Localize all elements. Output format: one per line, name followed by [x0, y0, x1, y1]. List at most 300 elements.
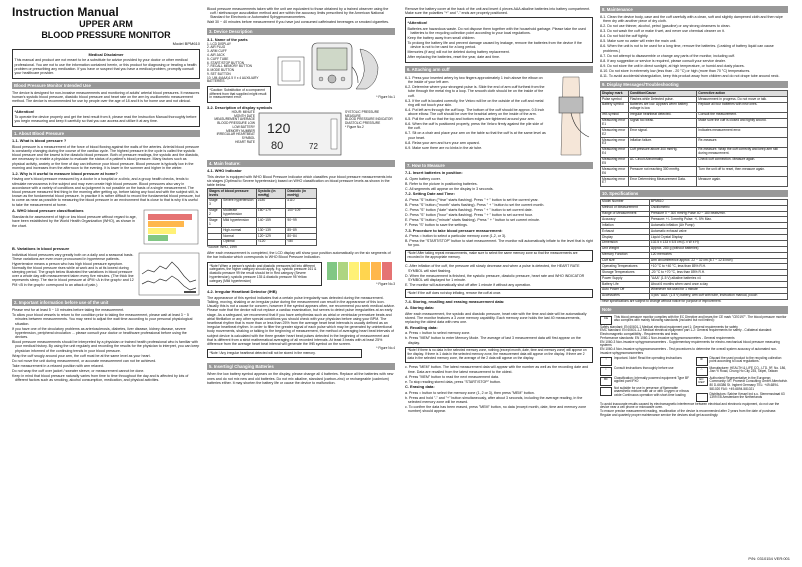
spec-key: Dimension: [601, 240, 650, 246]
maint-item: 8-9. Do not store the unit in direct sunlight, at high temperature, or humid and dusty places.: [600, 63, 745, 68]
disp-head: Corrective action: [697, 91, 788, 97]
spec-key: Storage Temperatures: [601, 270, 650, 276]
device-illustration: [274, 37, 392, 95]
storing-text: After each measurement, the systolic and diastolic pressure, heart rate with the time and date will be automatically stored. The monitor features a 3 zone memory capability. Each memory zone holds the last 40 measurements, replacing the oldest data with new one.: [405, 311, 587, 325]
disp-cell: Irregular heartbeat detected.: [628, 112, 696, 118]
who-cell: <120: [256, 239, 286, 245]
manual-subtitle-2: BLOOD PRESSURE MONITOR: [41, 30, 171, 40]
symbol-desc: Manufacturer: HEALTH & LIFE CO., LTD. 9F, No. 186, Jian Yi Road, Chung Ho City 235, Taipei, Taiwan: [709, 365, 787, 374]
recycle-icon: ♻: [696, 357, 708, 366]
symbol-desc: Authorized Representative in the European Community: MT Promedt Consulting GmbH Altenhofstr. 80 D-66386 St. Ingbert Germany TEL: +49-6894-581020 FAX: +49-6894-581021: [709, 375, 788, 391]
irreg-title: 4-2. Irregular Heartbeat Detector (IHB): [207, 288, 277, 294]
erase-item: a. Press = button to select the memory zone (1, 2 or 3), then press "MEM" button.: [405, 390, 535, 395]
section-about-bp: 1. About Blood Pressure: [12, 130, 200, 137]
weee-text: To avoid inaccurate results caused by electromagnetic interference between electrical and electronic equipment, do not use the device near a cell phone or microwave oven.: [600, 401, 780, 410]
symbol-desc: Not suitable for use in presence of flammable anaesthetic mixture with air or with Oxygen or nitrous oxide Continuous operation with short-time loading: [614, 385, 689, 398]
spec-val: Oscillometric: [649, 205, 787, 211]
bf-type-icon: BF: [600, 377, 612, 386]
s72-item: C. Press "S" button ("date" starts flashing). Press " + " button to set current date.: [405, 207, 533, 212]
maint-item: 8-1. Clean the device body, case and the cuff carefully with a clean, soft and slightly dampened cloth and then wipe them dry with another piece of dry cloth.: [600, 15, 783, 24]
who-indicator-text: This device is equipped with WHO Blood Pressure Indicator which classifies your blood pressure measurements into six stages (Optimal to Severe hypertension) based on WHO classification on blood pressure levels as shown in the table below.: [207, 174, 393, 187]
spec-key: Model Number: [601, 199, 650, 205]
erase-item: b. Press and hold "-" and "+" button simultaneously, after about 3 seconds, including the average reading, in the selected memory zone will be erased.: [405, 395, 583, 405]
who-a-title: A. WHO blood pressure classifications: [12, 208, 84, 214]
figure4-caption: * Figure No.4: [376, 346, 395, 351]
s11-title: 1-1. What is blood pressure ?: [12, 138, 67, 144]
important-item: Please rest for at least 5 ~ 10 minutes before taking the measurement.: [12, 308, 125, 313]
disclaimer-title: Medical Disclaimer: [88, 51, 124, 57]
spec-val: Pressure 0 ~ 300 mmHg Pulse 40 ~ 180 beats/min.: [649, 211, 787, 217]
table-row: [601, 118, 788, 128]
spec-val: Whenever not used for 1 minute: [649, 287, 787, 293]
svg-text:72: 72: [309, 141, 318, 151]
symbol-desc: Important. Note! Read the operating instructions: [614, 355, 682, 360]
symbol-desc: Discard the used product to the recycling collection point according to local regulations.: [709, 355, 782, 364]
important-item: Do not move the unit during measurement, or accurate measurement can not be achieved.: [12, 358, 157, 363]
manual-title: Instruction Manual: [12, 5, 119, 19]
cuff-step: 6-4. Put left arm through the cuff loop. The bottom of the cuff should be approx. 0.5 inch above elbow. The cuff should be over the brachial artery on the inside of the arm.: [405, 107, 545, 117]
info-icon: i: [600, 367, 612, 376]
symbol-label: MEASURE: [345, 113, 361, 118]
battery-attention-title: *Attention!: [407, 20, 428, 26]
disp-cell: Signal too weak.: [628, 118, 696, 128]
cuff-step: 6-2. Determine where your strongest pulse is. Slide the end of arm cuff furthest from the tube through the metal ring to a loop. The smooth cloth should be on the inside of the cuff.: [405, 85, 545, 98]
who-table-head: Systolic (in mmHg): [256, 189, 286, 199]
part-item: 1. LCD DISPLAY: [207, 41, 232, 46]
disp-cell: Flashes while Detected pulse.: [628, 97, 696, 103]
section-device-description: 3. Device Description: [207, 28, 395, 35]
part-item: 4. AIR JACK: [207, 53, 225, 57]
spec-table: [600, 199, 788, 300]
spec-val: Approx. 280 g (without batteries): [649, 246, 787, 252]
cuff-step: 6-1. Press your inserted artery by two fingers approximately 1 inch above the elbow on the inside of your left arm.: [405, 75, 543, 85]
disp-cell: Pressure not reaching 300 mmHg.: [628, 167, 696, 177]
svg-text:80: 80: [271, 139, 284, 152]
intended-use-text: The device is designed for non-invasive measurements and monitoring of adults' arterial blood pressures. It measures human's systolic blood pressure, diastolic blood pressure and heart rate on the arm by oscillometric measurement method. The device is recommended for use by people over the age of 18 and it is for home use and not clinical.: [12, 90, 200, 104]
erase-item: c. To confirm the data has been erased, press "MEM" button, no data (except month, date, time and memory zone number) should appear.: [405, 405, 587, 414]
disp-cell: Replace all four batteries with new ones.: [697, 102, 788, 112]
part-item: 10. UM-4(AAA)1.5 V x 4 AUXILIARY BATTERIES: [207, 75, 259, 84]
parts-block: [207, 37, 395, 105]
symbol-label: DIASTOLIC PRESSURE: [345, 121, 381, 126]
maint-item: 8-4. Do not fold the cuff tightly.: [600, 34, 649, 39]
disp-cell: Error signal.: [628, 128, 696, 138]
spec-key: Display: [601, 235, 650, 241]
disp-cell: Re-measure. Wrap the cuff correctly and keep arm still during measurement.: [697, 147, 788, 157]
section-note: Note: [600, 306, 788, 313]
remove-cover-text: Remove the battery cover at the back of the unit and insert 4 pieces AAA alkaline batteries into battery compartment. Make sure the polarities "+" and "-" ends are properly positioned.: [405, 7, 591, 16]
symbol-label: HOUR: MINUTE: [231, 109, 255, 114]
section-display-messages: 9. Display Messages/Troubleshooting: [600, 81, 788, 88]
s71-item: B. Refer to the picture in positioning batteries.: [405, 181, 478, 186]
symbol-label: MEMORY NUMBER: [226, 128, 255, 133]
maint-item: 8-7. Do not attempt to disassemble or change any parts of the monitor, including cuff.: [600, 53, 736, 58]
attention-box: [12, 106, 200, 128]
spec-key: Auto Power Off: [601, 287, 650, 293]
important-item: Take measurement in a relaxed position with arm relaxed.: [12, 363, 104, 368]
column-2: [207, 6, 395, 386]
disp-cell: Make sure the cuff is closed and tightly wound.: [697, 118, 788, 128]
important-item: Do not wrap the cuff over jacket / sweater sleeve, or measurement cannot be done.: [12, 368, 145, 373]
who-cell: Normal: [222, 234, 257, 240]
who-cell: Optimal: [222, 239, 257, 245]
s72-item: E. Press "S" button ("minute" starts flashing). Press " + " button to set current minute.: [405, 217, 540, 222]
recall-note: *Note! If there is no data in the selected memory zone, nothing (except month, date, time and memory zone) will appear on the display. If there is 1 data in the selected memory zone, the measurement data will appear on the display. If there are 2 data in the selected memory zone, the average of the 2 data will appear on the display.: [405, 347, 593, 364]
who-cell: 120~129: [256, 234, 286, 240]
recall-more: e. To stop reading stored data, press "START/STOP" button.: [405, 379, 501, 384]
who-a-text: Standards for assessment of high or low blood pressure without regard to age, have been established by the World Health Organization (WHO), as shown in the chart.: [12, 215, 137, 228]
cuff-step: 6-7. Sit on a chair and place your arm on the table so that the cuff is at the same level as your heart.: [405, 131, 546, 140]
spec-key: Cuff size: [601, 258, 650, 264]
top-item: Wait 30 ~ 40 minutes before measurement if you have just consumed caffeinated beverages or smoked cigarettes.: [207, 20, 390, 25]
maint-item: 8-10. Do not store in extremely low (less than - 20 °C) or high (more than 70 °C) temperatures.: [600, 68, 751, 73]
cuff-step: 6-3. If the cuff is located correctly, the Velcro will be on the outside of the cuff and metal ring will not touch your skin.: [405, 98, 544, 107]
s73-title: 7-3. Procedure to take blood pressure measurement:: [405, 227, 503, 233]
disp-cell: Consult the measurement.: [697, 112, 788, 118]
section-main-feature: 4. Main feature:: [207, 160, 395, 167]
inflation-note: *Note! If the cuff does not stop inflating, remove the cuff at once.: [405, 289, 593, 298]
s72-title: 7-2. Setting Date and Time:: [405, 191, 455, 197]
section-arm-cuff: 6. Attaching arm cuff: [405, 66, 593, 73]
who-after-text: After each measurement is completed, the LCD display will show your position automatically on the six segments of the bar indicator which corresponds to WHO Blood Pressure Indication.: [207, 250, 391, 259]
table-row: [601, 138, 788, 148]
symbols-title: 3-2. Description of display symbols: [207, 105, 273, 111]
who-note: *Note! When a person's systolic and diastolic pressures fall into different categories, the higher category should apply. e.g. systolic pressure 161 & diastolic pressure 99 the result should be in Red category (Severe hypertension); systolic pressure 135 & diastolic pressure 95 Yellow category (Mild hypertension): [207, 262, 322, 286]
standard-line: EN 1060-3 Non-invasive sphygmomanometers - Supplementary requirements for electro-mechanical blood pressure measuring systems: [600, 339, 780, 348]
recall-more: d. Press "MEM" button to read the next measurement data.: [405, 374, 500, 379]
figure2-caption: * Figure No.2: [345, 124, 364, 129]
daily-variation-graph: [138, 252, 200, 296]
symbol-desc: Distributors: Sabine Kessel ind s.u. Siemensstraat 63 1399 EB Amsterdam the Netherlands: [709, 391, 785, 400]
parts-title: 3-1. Name of the parts: [207, 37, 248, 43]
spec-val: Pressure: +/- 3 mmHg Pulse: +/- 5% Max.: [649, 217, 787, 223]
ce-row: [600, 316, 788, 325]
s12-text: Having one's blood pressure measured by a doctor in a hospital or a clinic, and a group health checks, tends to stimulate nervousness in the subject and may even create high blood pressure. Blood pressures also vary in accordance with a variety of conditions and so judgment is not possible on the basis of a single measurement. The blood pressure measured first thing in the morning after getting up, before taking any food and with the subject still, is known as the fundamental blood pressure. In practice it is rather difficult to record the fundamental blood pressure, but to come as near as possible to measuring the blood pressure in an environment that is close to that is why it is useful to take the measurement at home.: [12, 177, 200, 207]
battery-text: When the low battery symbol appears on the display, please change all 4 batteries. Replace all the batteries with new ones and do not mix new and old batteries. Do not mix alkaline, standard (carbon-zinc) or rechargeable (cadmium) batteries either. It may shorten the battery life or cause the device to malfunction.: [207, 372, 394, 385]
s73-note: *Note! After taking repeat measurements, make sure to select the same memory zone so that the measurements are recorded in the appropriate memory.: [405, 250, 593, 263]
important-item: Blood pressure measurements should be interpreted by a physician or trained health professional who is familiar with your medical history. By using the unit regularly and recording the results for the physician to interpret, you can keep physician informed of the continuing trends in your blood pressure.: [12, 340, 200, 353]
irreg-note: *Note ! Any irregular heartbeat detected will not be stored in the memory.: [207, 349, 362, 358]
s73-more: D. When the measurement is finished, the systolic pressure, diastolic pressure, heart rate and WHO INDICATOR SYMBOL will displayed for 1 minute.: [405, 273, 585, 282]
disp-cell: Cuff pressure above 300 mmHg.: [628, 147, 696, 157]
maint-item: 8-3. Do not wash the cuff or make it wet, and never use chemical cleaner on it.: [600, 29, 725, 34]
symbol-label: HEART RATE: [235, 139, 255, 144]
maint-item: 8-2. Do not use thinner, alcohol, petrol (gasoline) or any strong cleansers to clean.: [600, 24, 731, 29]
who-cell: 80~84: [286, 234, 317, 240]
table-row: [208, 218, 317, 228]
who-cell: 100~109: [286, 208, 317, 218]
maint-item: 8-8. If any suggestion or service is required, please consult your service dealer.: [600, 58, 726, 63]
disp-cell: Measure again.: [697, 177, 788, 187]
disp-cell: Measuring error E1: [601, 118, 629, 128]
disp-cell: Indicates measurement error.: [697, 128, 788, 138]
part-item: 3. ARM CUFF: [207, 49, 227, 54]
model-number: Model BPM610: [172, 41, 200, 46]
who-cell: 85~89: [286, 228, 317, 234]
recall-item: a. Press = button to select memory zone.: [405, 331, 471, 336]
symbol-label: IRREGULAR HEARTBEAT SYMBOL: [216, 132, 255, 141]
variations-block: [12, 252, 200, 296]
who-chart-graphic: [142, 208, 200, 246]
s72-item: A. Press "S" button ("Year" starts flashing). Press " + " button to set the current year.: [405, 197, 539, 202]
disp-cell: Turn the unit off to reset, then measure again.: [697, 167, 788, 177]
attention-title: *Attention!: [14, 108, 35, 114]
figure1-caption: * Figure No.1: [376, 94, 395, 99]
warning-icon: !: [600, 357, 612, 366]
section-specifications: 10. Specifications: [600, 190, 788, 197]
s73-item: B. Press the "START/STOP" button to start measurement. The monitor will automatically inflate to the level that is right for you.: [405, 239, 593, 248]
display-symbols-block: [207, 111, 395, 157]
recall-item: b. Press "MEM" button to enter Memory Mode. The average of last 3 measurement data will first appear on the display.: [405, 336, 581, 345]
caution-box: *Caution: Substitution of a component different from that supplied might result in measurement error.: [207, 86, 271, 103]
who-cell: High-normal: [222, 228, 257, 234]
maint-item: 8-6. When the unit is not to be used for a long time, remove the batteries. (Leaking of battery liquid can cause problems.): [600, 44, 774, 53]
table-row: [601, 128, 788, 138]
cuff-block: [405, 75, 593, 159]
cuff-step: 6-8. Relax your arm and turn your arm upward.: [405, 140, 480, 145]
standard-line: Safety standard: EN 60601-1 Medical electrical equipment part 1: General requirements for safety: [600, 324, 738, 329]
lcd-display-graphic: [257, 111, 343, 157]
spec-val: -20 °C to +70 °C, less than 85% R.H.: [649, 270, 787, 276]
spec-key: Accuracy: [601, 217, 650, 223]
disp-cell: Batteries are low. Appears when battery voltage is low.: [628, 102, 696, 112]
table-row: [601, 167, 788, 177]
table-row: [601, 147, 788, 157]
who-cell: ≥110: [286, 198, 317, 208]
s71-item: C. All segments will appear on the display in 3 seconds.: [405, 186, 494, 191]
cuff-step: 6-5. Pull the cuff so that the top and bottom edges are tightened around your arm.: [405, 117, 535, 122]
s74-title: 7-4. Storing, recalling and erasing measurement data:: [405, 298, 505, 304]
spec-val: Liquid Crystal Display: [649, 235, 787, 241]
part-item: 5. CUFF TUBE: [207, 56, 229, 61]
spec-val: +10 °C to +40 °C, less than 85% R.H.: [649, 264, 787, 270]
spec-val: Automatic inflation (Air Pump): [649, 223, 787, 229]
spec-val: Arm circumference approx. 22 ~ 32 cm (8.7 ~ 12.6 inch): [649, 258, 787, 264]
important-list: [12, 308, 200, 382]
part-item: 6. START/STOP BUTTON: [207, 60, 245, 65]
spec-val: About 6 months when used once a day: [649, 282, 787, 288]
disp-cell: Battery symbol: [601, 102, 629, 112]
disp-cell: Measuring error E3: [601, 138, 629, 148]
who-cell: 140~159: [256, 218, 286, 228]
spec-key: Unit Weight: [601, 246, 650, 252]
symbol-label: LOW BATTERY: [232, 124, 255, 129]
part-number: P/N: 0310154 VER:001: [748, 556, 790, 562]
symbols-legend: [600, 356, 788, 403]
part-item: 7. RECALL MEMORY BUTTON: [207, 64, 252, 69]
attention-item: Memories (if any) will not be deleted during battery replacement.: [407, 50, 510, 55]
var-b-title: B. Variations in blood pressure: [12, 246, 70, 252]
disp-cell: Check cuff connection. Measure again.: [697, 157, 788, 167]
spec-note: These specifications are subject to change without notice for purpose of improvement.: [600, 298, 722, 303]
spec-key: Inflation: [601, 223, 650, 229]
standard-line: EMC standard: EN 60601-1-2 Medical electrical equipment part 1-2: General requirements for safety - Collateral standard: Electromagnetic compatibility - Requirements and tests: [600, 328, 773, 337]
attention-item: To prolong the battery life and prevent damage caused by leakage, remove the batteries from the device if the device is not to be used for a long period.: [407, 41, 582, 50]
symbol-row: [696, 393, 789, 402]
disp-cell: Measuring error E6: [601, 167, 629, 177]
symbol-desc: Consult instructions thoroughly before use: [614, 365, 674, 370]
spec-key: Power Supply: [601, 276, 650, 282]
symbol-row: [600, 377, 693, 386]
battery-attention-box: [405, 17, 593, 63]
spec-val: BPM610: [649, 199, 787, 205]
spec-key: Accessories: [601, 293, 650, 299]
disclaimer-text: This manual and product are not meant to be a substitute for advice provided by your doctor or other medical professional. You are not to use the information contained herein, or this product for diagnosing or treating a health problem or prescribing any medication. If you have or suspect that you have a medical problem, promptly consult your healthcare provider.: [14, 58, 197, 76]
important-item: If you have one of the circulatory problems as arteriosclerosis, diabetes, liver disease, kidney disease, severe hypertension, peripheral circulation ... please consult your doctor or healthcare professional before using the devices.: [12, 326, 187, 340]
disp-head: Display mark: [601, 91, 629, 97]
s71-item: A. Open battery cover.: [405, 176, 441, 181]
attention-item: Batteries are hazardous waste. Do not dispose them together with the household garbage. Please take the used batteries to the recycling collection point according to your local regulations.: [407, 26, 586, 36]
symbol-desc: Classification: Internally powered equipment Type BF applied part IPX0: [614, 375, 690, 384]
irreg-text: The appearance of this symbol indicates that a certain pulse irregularity was detected during the measurement. Talking, moving, shaking or an irregular pulse during the measurement can result in the appearance of this icon. Usually this is not a cause for concern, however if the symbol appears often, we recommend you seek medical advice. Please note that the device will not replace a cardiac examination, but serves to detect pulse irregularities at an early stage. As a safeguard, we recommend that if you have arrhythmias such as atrial or ventricular premature beats and atrial fibrillation or any other special conditions you should check with your physician before using your BPM. The heartbeat rhythm that is more than or less than 25% from the average heart beat intervals is usually defined as an irregular heartbeat rhythm. In order to filter the greater signal of each pulse which may be generated by unintentional body movements, shaking or talking in the beginning of measurement, the method of averaging heart beat intervals of subject device is calculated with the three greater heart beat pulses detected in the beginning of measurement and that is different from a strict mathematical averaging of all recorded intervals. At least 3 beats with at least 25% difference from the average heart beat interval will generate the IHB symbol on the screen.: [207, 295, 395, 347]
blank-icon: [600, 387, 612, 396]
spec-val: Automatic exhaust valve: [649, 229, 787, 235]
troubleshooting-table: [600, 90, 788, 187]
symbol-row: [600, 357, 693, 366]
spec-key: Operating Temperatures: [601, 264, 650, 270]
symbol-label: BLOOD PRESSURE LOW: [217, 121, 255, 126]
section-how-to-measure: 7. How to Measure: [405, 162, 593, 169]
who-cell: 90~99: [286, 218, 317, 228]
table-row: [601, 102, 788, 112]
disp-cell: Pulse symbol: [601, 97, 629, 103]
column-1: [12, 6, 200, 383]
standard-line: Performance standards: EN 1060-1 Non-invasive sphygmomanometers - General requirements: [600, 335, 735, 340]
spec-val: 4 pcs "AAA" (1.5 V) battery, arm cuff with tube, instruction manual, pouch: [649, 293, 787, 299]
who-cell: Stage 3: [208, 198, 222, 208]
recall-more: c. Press "MEM" button. The latest measurement data will appear with the number as well as the recording date and time. Data are recalled from the latest measurement to the oldest.: [405, 365, 589, 374]
disp-cell: Error Determining Measurement Data.: [628, 177, 696, 187]
column-4: [600, 6, 788, 418]
spec-key: Exhaust: [601, 229, 650, 235]
disp-cell: Measuring error E7: [601, 177, 629, 187]
ce-mark-icon: CE: [600, 316, 612, 325]
who-cell: Severe hypertension: [222, 198, 257, 208]
s71-title: 7-1. Insert batteries in position:: [405, 170, 463, 176]
recall-title: B. Recalling data:: [405, 324, 438, 330]
spec-key: Method of Measurement: [601, 205, 650, 211]
table-row: [601, 157, 788, 167]
svg-text:120: 120: [267, 119, 291, 136]
erase-title: C. Erasing data:: [405, 384, 435, 390]
maint-item: 8-5. Make sure no water will enter the main unit.: [600, 39, 677, 44]
disclaimer-box: [12, 49, 200, 79]
who-cell: Moderate hypertension: [222, 208, 257, 218]
symbol-row: [600, 367, 693, 376]
who-source: *Source: WHO, 1999: [207, 244, 237, 249]
arm-cuff-illustration: [549, 75, 593, 159]
disp-cell: Measuring error E5: [601, 157, 629, 167]
spec-val: 120 memories: [649, 252, 787, 258]
table-row: [208, 208, 317, 218]
section-maintenance: 8. Maintenance: [600, 6, 788, 13]
section-intended-use: Blood Pressure Monitor Intended Use: [12, 82, 200, 89]
symbol-label: MONTH DATE: [234, 113, 255, 118]
who-cell: Stage 1: [208, 218, 222, 228]
disp-cell: Measurement in progress. Do not move or talk.: [697, 97, 788, 103]
who-cell: <80: [286, 239, 317, 245]
who-indicator-title: 4-1. WHO Indicator: [207, 167, 242, 173]
who-note-block: [207, 260, 395, 288]
var-b-text: Individual blood pressures vary greatly both on a daily and a seasonal basis. These variations are even more pronounced in hypertense patients. Hypertensive means a person who has high blood pressure symptom. Normally the blood pressure rises while at work and is at its lowest during sleeping period. The graph below illustrated the variations in blood pressure over a whole day with measurement taken every five minutes. (The thick line represents sleep. The rise in blood pressure at 4PM <A in the graph> and 12 PM <B in the graph> correspond to an attack of pain.): [12, 253, 134, 287]
final-note: To ensure precise measurement reading, recalibration of the device is recommended after 2 years from the date of purchase. Regular and quarterly proper maintenance service the devices shall get accordingly.: [600, 409, 777, 418]
storing-title: A. Storing data:: [405, 305, 434, 311]
spec-val: "AAA" (1.5 V) alkaline batteries x4: [649, 276, 787, 282]
maint-item: 8-11. To avoid accidental strangulation, keep this product away from children and do not drape tube around neck.: [600, 73, 780, 78]
section-batteries: 5. Inserting/ Changing Batteries: [207, 363, 395, 370]
important-item: Keep in mind that blood pressure naturally varies from time to time throughout the day and is affected by lots of different factors such as smoking, alcohol consumption, medication, and physical activities.: [12, 373, 189, 382]
top-item: Blood pressure measurements taken with the unit are equivalent to those obtained by a trained observer using the cuff / stethoscope auscultation method and are within the accuracy limits prescribed by the American National Standard for Electronic or Automated Sphygmomanometers.: [207, 6, 389, 20]
cuff-step: 6-9. Make sure there are no kinks in the air tube.: [405, 145, 483, 150]
s73-more: E. The monitor will automatically shut off after 1 minute if without any operation.: [405, 282, 532, 287]
who-indicator-graphic: [325, 260, 395, 282]
s12-title: 1-2. Why is it useful to measure blood pressure at home?: [12, 170, 118, 176]
attention-item: Keep the battery away from small children.: [407, 36, 476, 41]
symbol-row: [600, 387, 693, 398]
who-classification-block: [12, 208, 200, 246]
disp-cell: Re-measure.: [697, 138, 788, 148]
figure3-caption: * Figure No.3: [376, 282, 395, 287]
part-item: 2. AIR PLUG: [207, 45, 226, 50]
s72-item: D. Press "S" button ("hour" starts flashing). Press " + " button to set current hour.: [405, 212, 533, 217]
attention-text: To operate the device properly and get the best result from it, please read the Instruction Manual thoroughly before you begin measuring and keep it carefully so that you can access and utilize it at any time.: [14, 115, 197, 124]
s73-more: C. After inflation of the cuff, the pressure will slowly decrease and when a pulse is detected, the HEART RATE SYMBOL will start flashing.: [405, 264, 580, 273]
s73-item: A. Press = button to select a particular memory zone (1,2, or 3).: [405, 234, 507, 239]
disp-cell: Measuring error E2: [601, 128, 629, 138]
disp-cell: Measuring error E4: [601, 147, 629, 157]
disp-cell: AC Circuit Abnormality.: [628, 157, 696, 167]
disp-head: Condition/Cause: [628, 91, 696, 97]
symbol-row: [696, 357, 789, 366]
column-3: [405, 6, 593, 414]
symbol-row: [696, 367, 789, 376]
manufacturer-icon: ⌂: [696, 367, 708, 376]
important-item: Wrap the cuff snugly around your arm, the cuff must be at the same level as your heart.: [12, 353, 151, 358]
s72-item: F. Press "S" button to save the settings.: [405, 222, 468, 227]
standard-line: EN 1060-4 Non-invasive sphygmomanometers - Test procedures to determine the overall system accuracy of automated non-invasive sphygmomanometers: [600, 347, 778, 355]
spec-key: Battery Life: [601, 282, 650, 288]
s11-text: Blood pressure is a measurement of the force of blood flowing against the walls of the arteries. Arterial blood pressure is constantly changing during the course of the cardiac cycle. The highest pressure in the cycle is called the systolic blood pressure and the lowest is the diastolic blood pressure. Both of pressure readings, the systolic and the diastolic, are necessary to enable a physician to evaluate the status of a patient's blood pressure. Many factors such as physical activity, anxiety or the time of day can influence your blood pressure. Blood pressure is typically low in the morning and increases from the afternoon to the evening. It is lower in the summer and higher in the winter.: [12, 144, 200, 170]
who-cell: 130~139: [256, 228, 286, 234]
ce-text: This blood pressure monitor complies with the EC Directive and bears the CE mark "CE0197". The blood pressure monitor also complies with mainly following standards (included but not limited):: [614, 314, 787, 323]
symbol-label: MEASUREMENT AVERAGE: [214, 117, 255, 122]
s72-item: B. Press "S" button ("month" starts flashing). Press " + " button to set the current month.: [405, 202, 545, 207]
who-cell: ≥180: [256, 198, 286, 208]
attention-item: After replacing the batteries, reset the year, date and time.: [407, 55, 500, 60]
cuff-step: 6-6. When the cuff is positioned properly, press the Velcro firmly against the pile side of the cuff.: [405, 122, 544, 131]
symbol-label: SYSTOLIC PRESSURE: [345, 109, 380, 114]
symbol-row: [696, 377, 789, 392]
distributor-icon: [696, 393, 708, 402]
important-item: To allow your blood vessels to return to the condition prior to taking the measurement, please wait at least 3 ~ 5 minutes between measurements. You may need to adjust the wait time according to your personal physiological situation.: [12, 313, 193, 326]
symbol-label: BLOOD PRESSURE INDICATOR: [345, 117, 393, 122]
disp-cell: Inflation failure.: [628, 138, 696, 148]
who-table: [207, 188, 317, 246]
part-item: 9. SET BUTTON: [207, 71, 231, 76]
who-table-head: Diastolic (in mmHg): [286, 189, 317, 199]
spec-key: Range of Measurement: [601, 211, 650, 217]
disp-cell: IHB symbol: [601, 112, 629, 118]
who-cell: Mild hypertension: [222, 218, 257, 228]
who-cell: 160~179: [256, 208, 286, 218]
spec-val: 102.5 x 133 x 5.5 cm (L x W x H): [649, 240, 787, 246]
ec-rep-icon: EC REP: [696, 377, 708, 386]
irreg-note-block: [207, 347, 395, 360]
manual-subtitle-1: UPPER ARM: [79, 19, 133, 29]
section-important-info: 2. Important information before use of the unit: [12, 299, 200, 306]
spec-key: Memory Function: [601, 252, 650, 258]
who-cell: Stage 2: [208, 208, 222, 218]
